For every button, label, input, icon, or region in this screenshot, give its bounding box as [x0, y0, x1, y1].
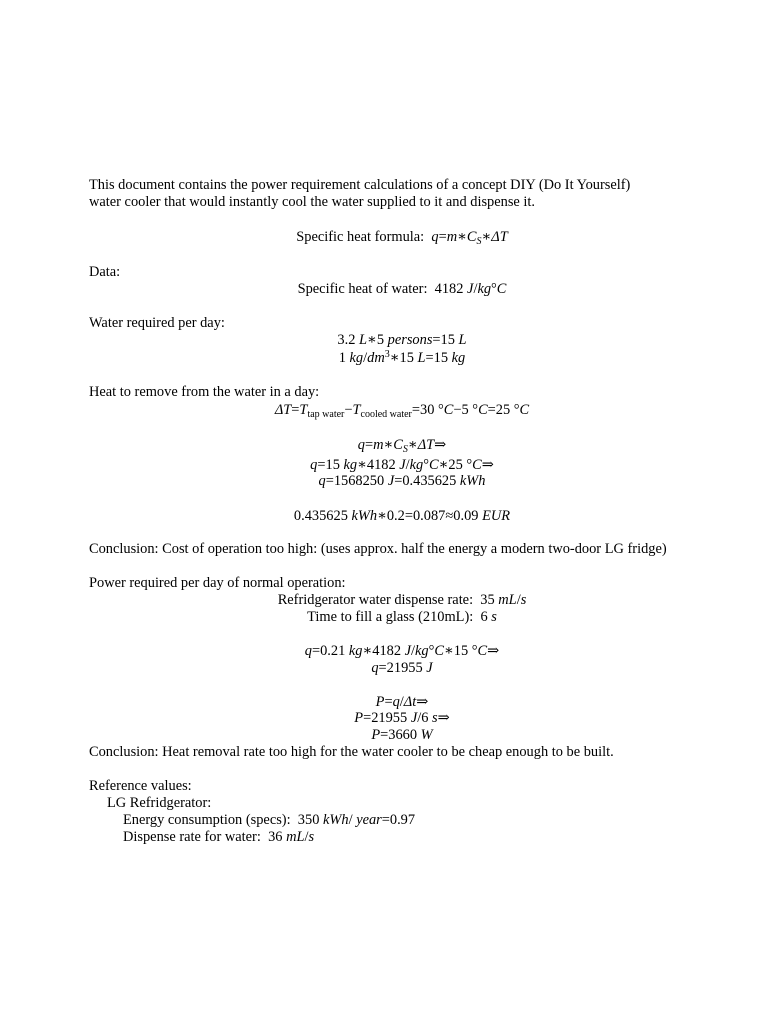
q2-mass: 15: [325, 457, 340, 473]
specific-heat-of-water: Specific heat of water: 4182 J/kg°C: [297, 281, 507, 297]
intro-line-1: This document contains the power requirement calculations of a concept DIY (Do It Yourself): [89, 177, 631, 193]
p2-seconds: 6: [421, 710, 429, 726]
fill-label: Time to fill a glass (210mL):: [307, 609, 474, 625]
water-equation-1: 3.2 L∗5 persons=15 L: [337, 332, 467, 348]
water-eq2-a: 1: [338, 350, 346, 366]
delta-sub-tap: tap water: [307, 409, 345, 420]
q3-kwh: 0.435625: [402, 473, 457, 489]
reference-heading: Reference values:: [89, 778, 192, 794]
delta-t1: 30: [420, 402, 435, 418]
water-eq2-b: 15: [399, 350, 414, 366]
cost-approx: 0.09: [453, 508, 479, 524]
cost-price: 0.2: [386, 508, 405, 524]
heat-removal-heading: Heat to remove from the water in a day:: [89, 384, 320, 400]
power-equation-2: P=21955 J/6 s⇒: [354, 710, 450, 726]
q-equation-2: q=15 kg∗4182 J/kg°C∗25 °C⇒: [310, 457, 494, 473]
qg-heat: 4182: [372, 643, 402, 659]
conclusion-heat-removal: Conclusion: Heat removal rate too high for the water cooler to be cheap enough to be built.: [89, 744, 614, 760]
delta-t-equation: $\Delta T=T_{tap water}-T_{cooled water}=30$ °C−5 °C=25 °C: [274, 402, 530, 420]
dispense-rate: Refridgerator water dispense rate: 35 mL/s: [277, 592, 527, 608]
water-equation-2: 1 $kg/dm^3∗15$ L=15 kg: [338, 349, 466, 366]
water-eq1-a: 3.2: [337, 332, 356, 348]
delta-result: 25: [495, 402, 511, 418]
specific-heat-label: Specific heat of water:: [297, 281, 428, 297]
fill-value: 6: [480, 609, 488, 625]
q-equation-1: $q=m∗C_S∗\Delta T\Rightarrow$: [357, 437, 447, 455]
qg-dt: 15: [453, 643, 469, 659]
water-eq1-c: 15: [440, 332, 455, 348]
cost-equation: 0.435625 kWh∗0.2=0.087≈0.09 EUR: [293, 508, 511, 524]
q-glass-equation-2: q=21955 J: [371, 660, 433, 676]
data-heading: Data:: [89, 264, 121, 280]
ref-dispense-label: Dispense rate for water:: [123, 829, 261, 845]
q2-heat: 4182: [366, 457, 396, 473]
energy-value: 350: [297, 812, 320, 828]
q3-joules: 1568250: [333, 473, 385, 489]
qg-joules: 21955: [386, 660, 423, 676]
water-eq2-c: 15: [433, 350, 449, 366]
reference-energy: Energy consumption (specs): 350 kWh/ year=0.97: [123, 812, 416, 828]
ref-dispense-value: 36: [268, 829, 283, 845]
qg-mass: 0.21: [320, 643, 346, 659]
reference-dispense: Dispense rate for water: 36 mL/s: [123, 829, 315, 845]
q2-dt: 25: [448, 457, 463, 473]
power-required-heading: Power required per day of normal operation:: [89, 575, 346, 591]
cost-value: 0.087: [412, 508, 446, 524]
energy-result: 0.97: [389, 812, 416, 828]
water-required-heading: Water required per day:: [89, 315, 225, 331]
delta-sub-cooled: cooled water: [360, 409, 412, 420]
formula-label: Specific heat formula:: [296, 229, 425, 245]
water-eq1-b: 5: [376, 332, 385, 348]
dispense-label: Refridgerator water dispense rate:: [277, 592, 474, 608]
power-equation-1: P=q/Δt⇒: [375, 694, 429, 710]
q-glass-equation-1: q=0.21 kg∗4182 J/kg°C∗15 °C⇒: [304, 643, 500, 659]
specific-heat-formula: Specific heat formula: $q=m∗C_S∗\Delta T$: [296, 229, 508, 247]
cost-kwh: 0.435625: [293, 508, 348, 524]
power-equation-3: P=3660 W: [371, 727, 433, 743]
energy-label: Energy consumption (specs):: [123, 812, 291, 828]
p3-watts: 3660: [388, 727, 418, 743]
specific-heat-value: 4182: [434, 281, 464, 297]
conclusion-cost: Conclusion: Cost of operation too high: (uses approx. half the energy a modern two-door LG fridge): [89, 541, 667, 557]
q-equation-3: q=1568250 J=0.435625 kWh: [318, 473, 486, 489]
fill-time: Time to fill a glass (210mL): 6 s: [307, 609, 497, 625]
dispense-value: 35: [480, 592, 495, 608]
p2-joules: 21955: [371, 710, 408, 726]
delta-t2: 5: [461, 402, 469, 418]
intro-line-2: water cooler that would instantly cool the water supplied to it and dispense it.: [89, 194, 536, 210]
reference-item-lg: LG Refridgerator:: [107, 795, 212, 811]
